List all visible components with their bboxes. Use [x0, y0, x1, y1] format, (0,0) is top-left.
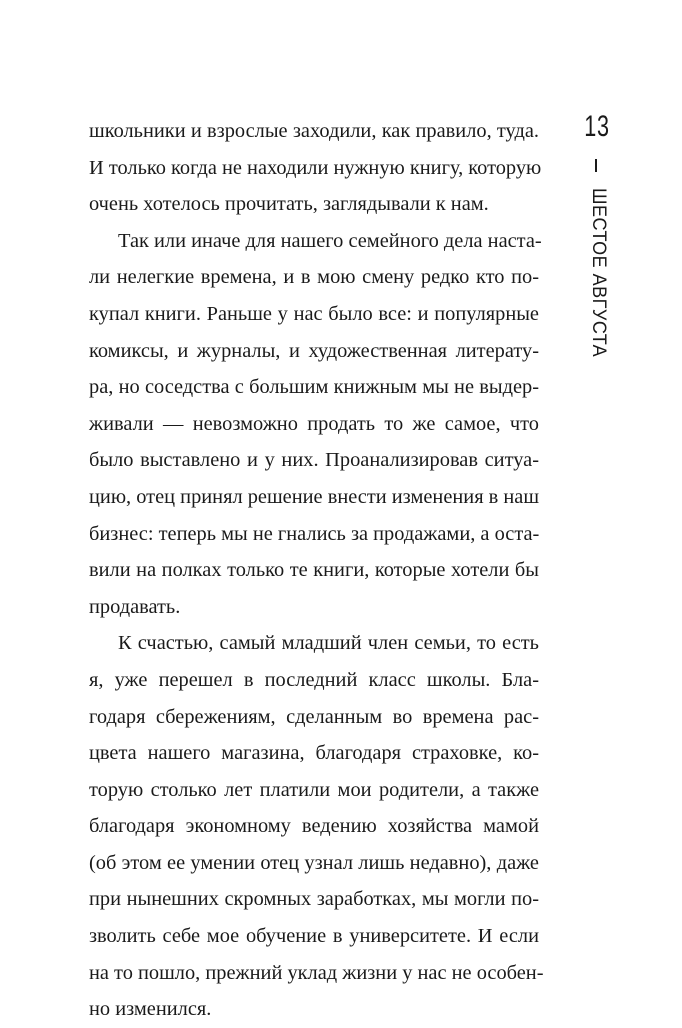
- page-number: 13: [584, 110, 610, 143]
- text-line: И только когда не находили нужную книгу, которую: [89, 156, 542, 179]
- text-line: годаря сбережениям, сделанным во времена рас-: [89, 705, 539, 728]
- text-line: я, уже перешел в последний класс школы. Бла-: [89, 668, 539, 691]
- text-line: вили на полках только те книги, которые хотели бы: [89, 559, 539, 582]
- text-line: цвета нашего магазина, благодаря страховке, ко-: [89, 742, 539, 765]
- text-line: продавать.: [89, 595, 181, 618]
- text-line: живали — невозможно продать то же самое, что: [89, 412, 539, 435]
- text-line: цию, отец принял решение внести изменения в наш: [89, 485, 540, 508]
- text-line: зволить себе мое обучение в университете. И если: [89, 925, 539, 948]
- text-line: на то пошло, прежний уклад жизни у нас не особен-: [89, 961, 544, 984]
- text-line: бизнес: теперь мы не гнались за продажами, а оста-: [89, 522, 540, 545]
- running-head: ШЕСТОЕ АВГУСТА: [588, 188, 609, 358]
- text-line: (об этом ее умении отец узнал лишь недавно), даже: [89, 851, 539, 874]
- text-line: торую столько лет платили мои родители, а также: [89, 778, 539, 801]
- text-line: очень хотелось прочитать, заглядывали к нам.: [89, 193, 489, 216]
- text-line: ли нелегкие времена, и в мою смену редко кто по-: [89, 266, 539, 289]
- text-line: ра, но соседства с большим книжным мы не выдер-: [89, 376, 539, 399]
- paragraph-first-line: Так или иначе для нашего семейного дела наста-: [118, 229, 542, 252]
- sidebar-divider: [595, 159, 597, 172]
- text-line: при нынешних скромных заработках, мы могли по-: [89, 888, 539, 911]
- text-line: было выставлено и у них. Проанализировав ситуа-: [89, 449, 539, 472]
- text-line: благодаря экономному ведению хозяйства мамой: [89, 815, 539, 838]
- body-text: [89, 113, 544, 1028]
- text-line: комиксы, и журналы, и художественная литерату-: [89, 339, 539, 362]
- paragraph-first-line: К счастью, самый младший член семьи, то есть: [118, 632, 539, 655]
- text-line: школьники и взрослые заходили, как правило, туда.: [89, 120, 539, 142]
- text-line: купал книги. Раньше у нас было все: и популярные: [89, 302, 539, 325]
- text-line: но изменился.: [89, 998, 212, 1021]
